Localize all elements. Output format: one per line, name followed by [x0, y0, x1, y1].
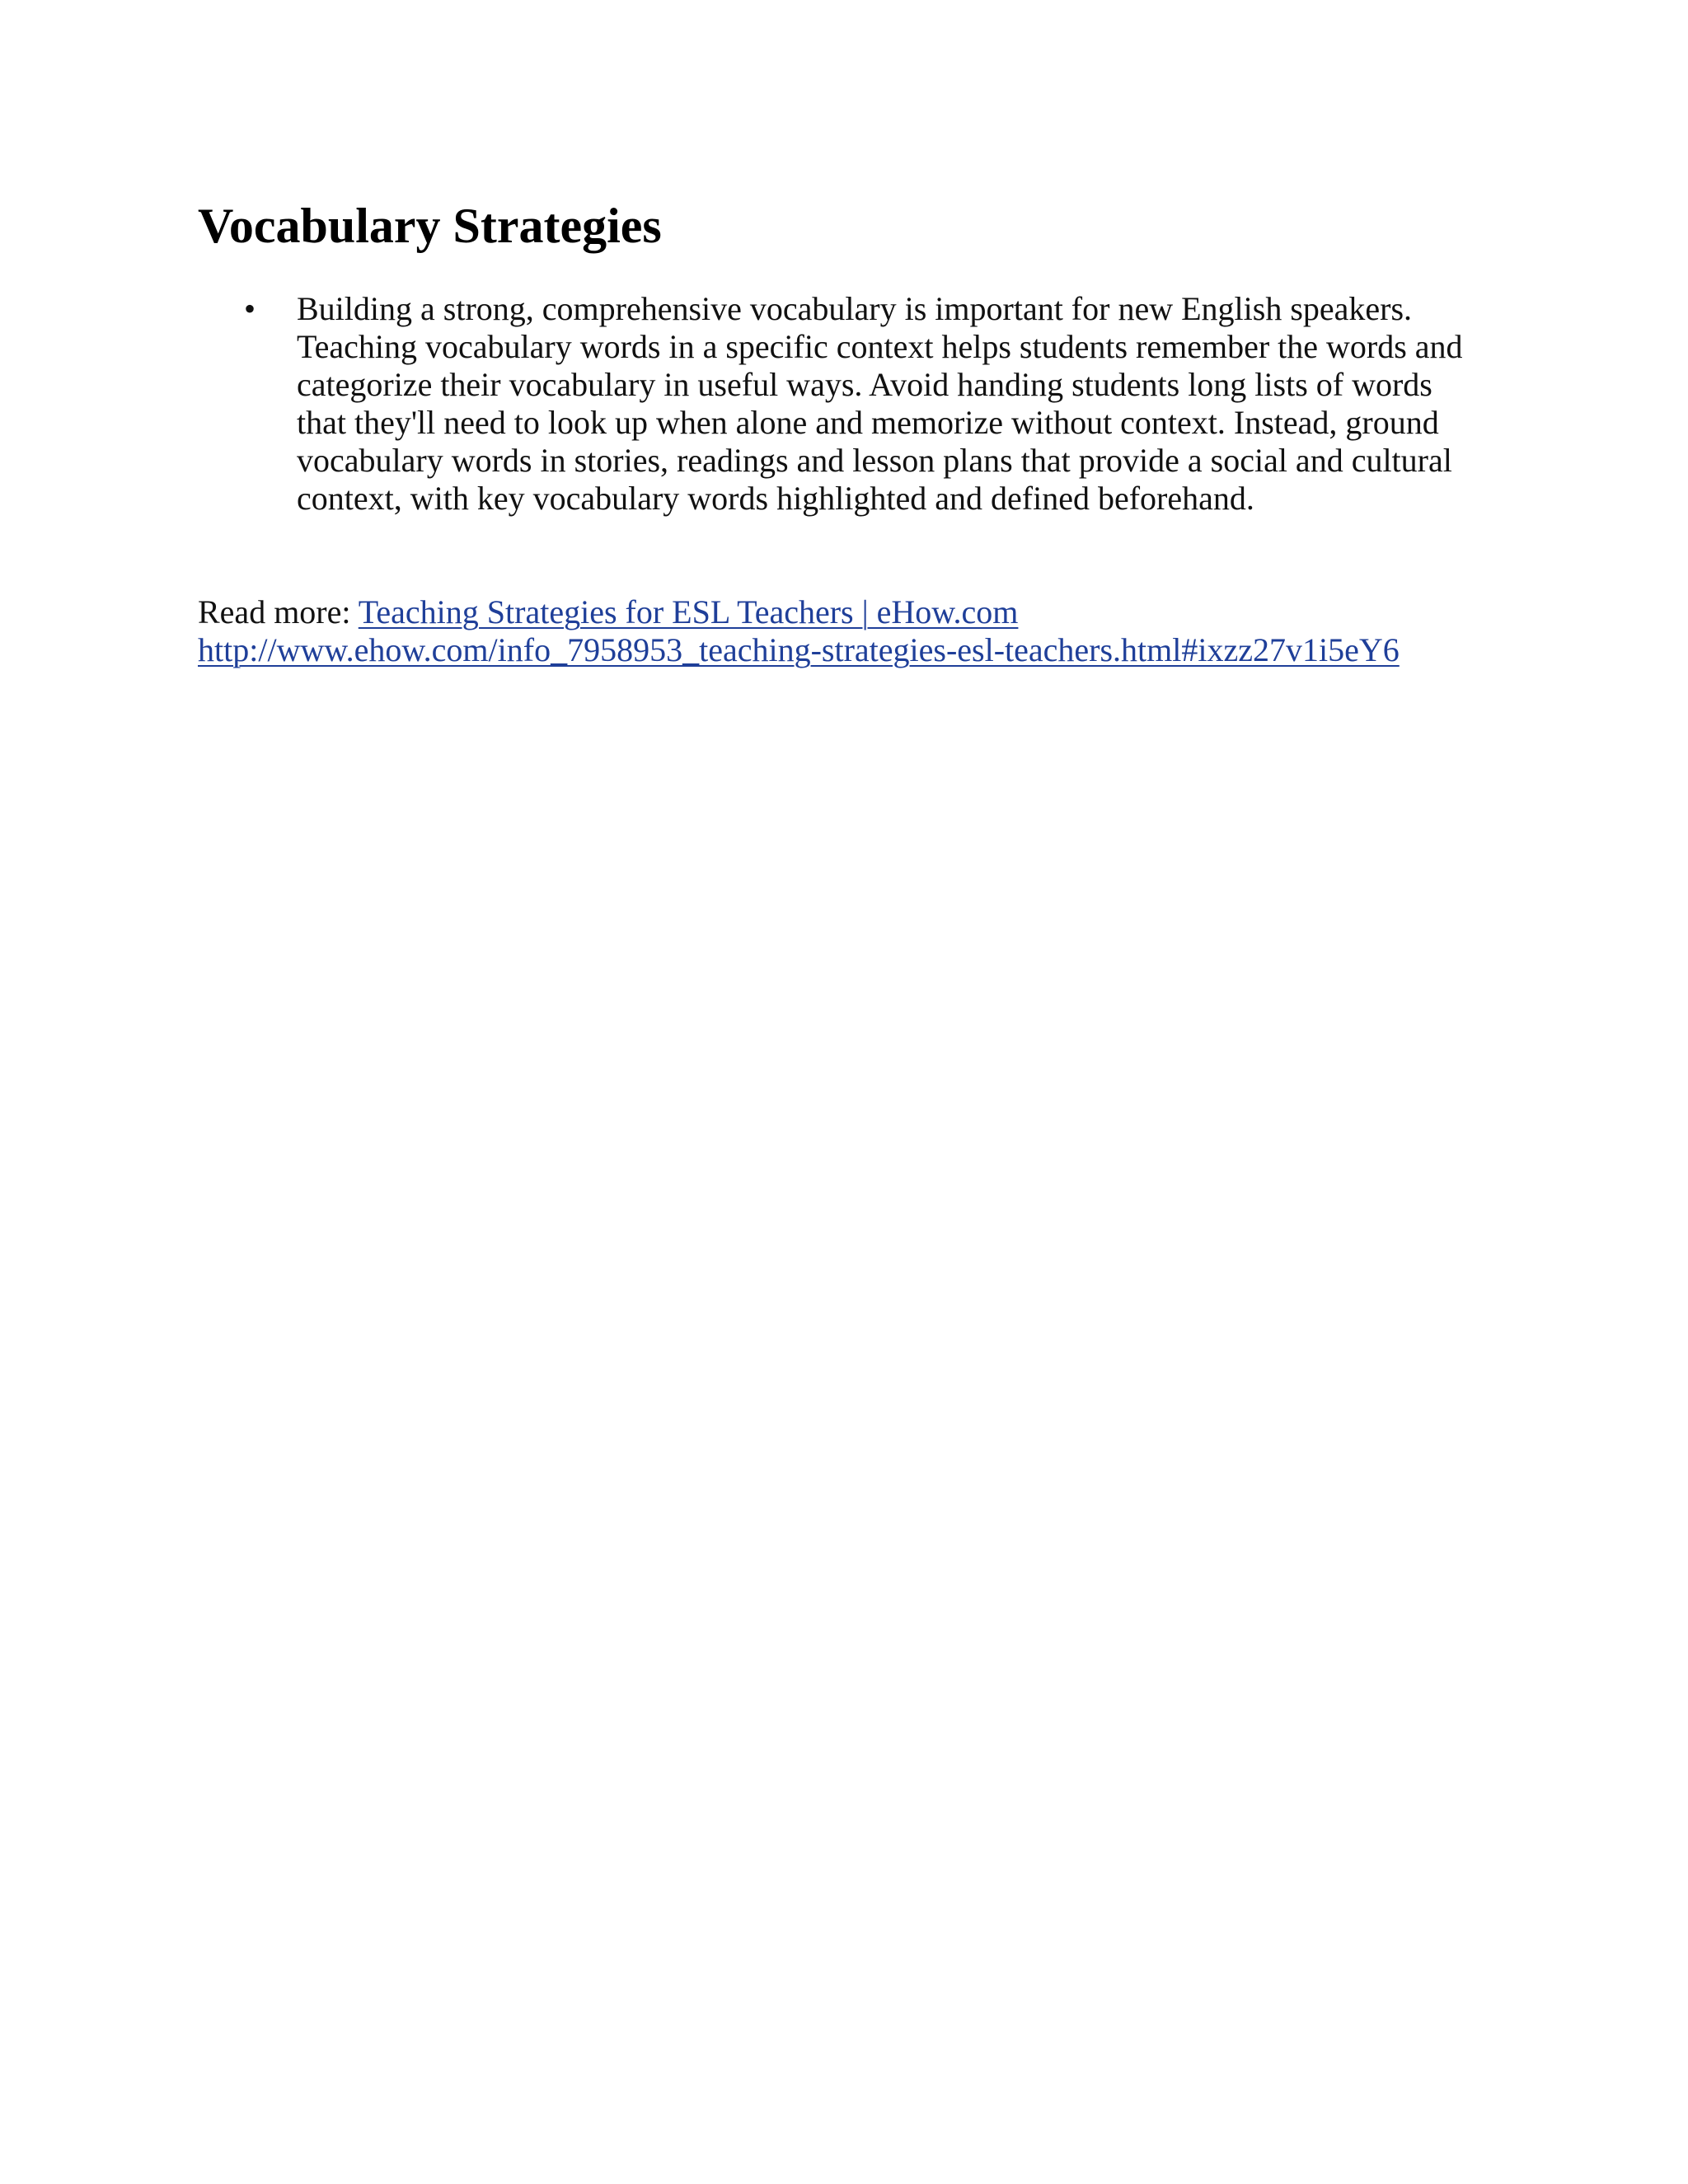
- list-item: [198, 290, 1484, 518]
- paragraph-line: that they'll need to look up when alone and memorize without context. Instead, ground: [297, 404, 1439, 441]
- paragraph-line: vocabulary words in stories, readings and lesson plans that provide a social and cultural: [297, 442, 1452, 479]
- read-more-section: [198, 593, 1517, 669]
- read-more-label: Read more:: [198, 593, 359, 630]
- url-line: [198, 631, 1517, 669]
- paragraph-line: categorize their vocabulary in useful ways. Avoid handing students long lists of words: [297, 366, 1432, 403]
- read-more-line: [198, 593, 1517, 631]
- article-url-link[interactable]: http://www.ehow.com/info_7958953_teaching-strategies-esl-teachers.html#ixzz27v1i5eY6: [198, 631, 1400, 668]
- paragraph-line: context, with key vocabulary words highlighted and defined beforehand.: [297, 480, 1254, 517]
- article-title-link[interactable]: Teaching Strategies for ESL Teachers | eHow.com: [358, 593, 1019, 630]
- page-title: Vocabulary Strategies: [198, 199, 662, 253]
- paragraph-line: Teaching vocabulary words in a specific context helps students remember the words and: [297, 328, 1463, 365]
- bullet-list: [198, 290, 1484, 518]
- paragraph-line: Building a strong, comprehensive vocabulary is important for new English speakers.: [297, 290, 1413, 327]
- bullet-marker: •: [244, 290, 256, 327]
